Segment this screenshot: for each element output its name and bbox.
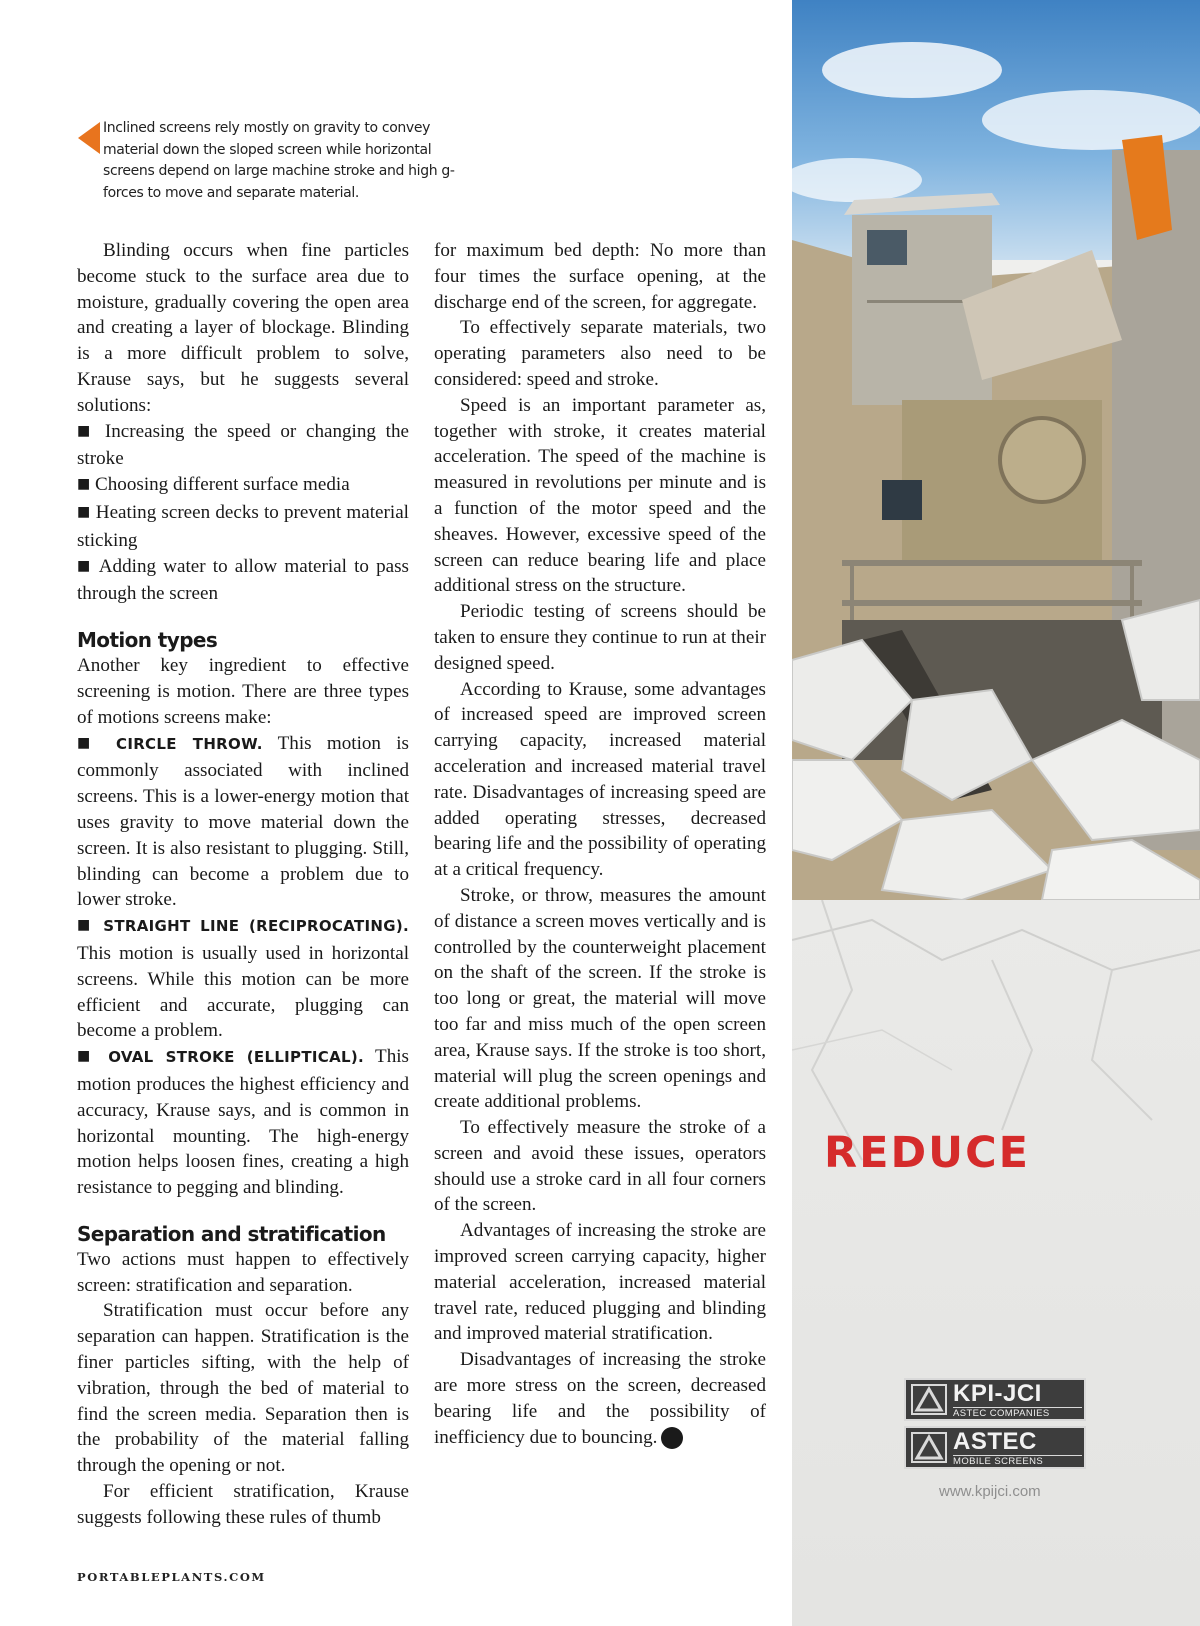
kpi-jci-logo[interactable]: [904, 1378, 1086, 1421]
caption-text: Inclined screens rely mostly on gravity to convey material down the sloped screen while horizontal screens depend on large machine stroke and high g-forces to move and separate material.: [103, 120, 455, 201]
end-mark-icon: P: [661, 1427, 683, 1449]
paragraph: Disadvantages of increasing the stroke are more stress on the screen, decreased bearing life and the possibility of inefficiency due to bouncing. P: [434, 1349, 766, 1448]
paragraph: for maximum bed depth: No more than four times the surface opening, at the discharge end of the screen, for aggregate.: [434, 240, 766, 313]
ad-website-link[interactable]: www.kpijci.com: [939, 1483, 1041, 1500]
astec-mark-icon: [911, 1432, 947, 1463]
logo-subtitle: ASTEC COMPANIES: [953, 1407, 1082, 1419]
footer-site-name: PORTABLEPLANTS.COM: [77, 1570, 266, 1584]
list-item: ■ STRAIGHT LINE (RECIPROCATING). This motion is usually used in horizontal screens. While this motion can be more efficient and accurate, plugging can become a problem.: [77, 917, 409, 1042]
advertisement[interactable]: [792, 0, 1200, 1626]
paragraph: Periodic testing of screens should be taken to ensure they continue to run at their designed speed.: [434, 601, 766, 674]
run-in-heading: OVAL STROKE (ELLIPTICAL).: [108, 1048, 364, 1067]
paragraph: Advantages of increasing the stroke are improved screen carrying capacity, higher material acceleration, increased material travel rate, reduced plugging and blinding and improved material stratification.: [434, 1220, 766, 1345]
bullet-icon: ■: [77, 917, 95, 934]
logo-name: KPI-JCI: [953, 1380, 1042, 1407]
paragraph: For efficient stratification, Krause suggests following these rules of thumb: [77, 1481, 409, 1528]
section-heading-separation: Separation and stratification: [77, 1221, 386, 1246]
list-item: ■ OVAL STROKE (ELLIPTICAL). This motion produces the highest efficiency and accuracy, Krause says, and is common in horizontal mounting. The high-energy motion helps loosen fines, creating a high resistance to pegging and blinding.: [77, 1046, 409, 1199]
cracked-wall-texture: [792, 900, 1200, 1626]
list-item: ■ Choosing different surface media: [77, 474, 350, 496]
list-item: ■ CIRCLE THROW. This motion is commonly associated with inclined screens. This is a lower-energy motion that uses gravity to move material down the screen. It is also resistant to plugging. Still, blinding can become a problem due to lower stroke.: [77, 732, 409, 911]
list-item: ■ Heating screen decks to prevent material sticking: [77, 501, 409, 551]
caption-pointer-icon: [78, 122, 100, 154]
ad-headline: REDUCE: [824, 1128, 1031, 1178]
crushing-plant-photo: [792, 0, 1200, 900]
paragraph: According to Krause, some advantages of increased speed are improved screen carrying capacity, increased material acceleration and increased material travel rate. Disadvantages of increasing speed are added operating stresses, decreased bearing life and the possibility of operating at a critical frequency.: [434, 678, 766, 881]
bullet-icon: ■: [77, 557, 93, 574]
article-column-1: [77, 238, 409, 1531]
list-item: ■ Adding water to allow material to pass through the screen: [77, 555, 409, 605]
astec-logo[interactable]: [904, 1426, 1086, 1469]
list-item: ■ Increasing the speed or changing the stroke: [77, 420, 409, 470]
article-column-2: [434, 238, 766, 1450]
paragraph: Stratification must occur before any separation can happen. Stratification is the finer particles sifting, with the help of vibration, through the bed of material to find the screen media. Separation then is the probability of the material falling through the opening or not.: [77, 1300, 409, 1477]
paragraph: Blinding occurs when fine particles become stuck to the surface area due to moisture, gradually covering the open area and creating a layer of blockage. Blinding is a more difficult problem to solve, Krause says, but he suggests several solutions:: [77, 240, 409, 416]
paragraph: Stroke, or throw, measures the amount of distance a screen moves vertically and is controlled by the counterweight placement on the shaft of the screen. If the stroke is too long or great, the material will move too far and miss much of the open screen area, Krause says. If the stroke is too short, material will plug the screen openings and create additional problems.: [434, 884, 766, 1113]
paragraph: Two actions must happen to effectively screen: stratification and separation.: [77, 1248, 409, 1296]
run-in-heading: CIRCLE THROW.: [116, 734, 263, 753]
bullet-icon: ■: [77, 422, 96, 439]
astec-mark-icon: [911, 1384, 947, 1415]
bullet-icon: ■: [77, 503, 91, 520]
logo-name: ASTEC: [953, 1428, 1037, 1455]
run-in-heading: STRAIGHT LINE (RECIPROCATING).: [103, 917, 409, 936]
paragraph: Speed is an important parameter as, together with stroke, it creates material acceleration. The speed of the machine is measured in revolutions per minute and is a function of the motor speed and the sheaves. However, excessive speed of the screen can reduce bearing life and place additional stress on the structure.: [434, 394, 766, 597]
paragraph: To effectively measure the stroke of a screen and avoid these issues, operators should use a stroke card in all four corners of the screen.: [434, 1117, 766, 1216]
logo-subtitle: MOBILE SCREENS: [953, 1455, 1082, 1467]
paragraph: To effectively separate materials, two operating parameters also need to be considered: speed and stroke.: [434, 317, 766, 390]
paragraph: Another key ingredient to effective screening is motion. There are three types of motions screens make:: [77, 655, 409, 728]
bullet-icon: ■: [77, 476, 91, 493]
section-heading-motion-types: Motion types: [77, 628, 218, 653]
bullet-icon: ■: [77, 1048, 97, 1065]
bullet-icon: ■: [77, 734, 101, 751]
